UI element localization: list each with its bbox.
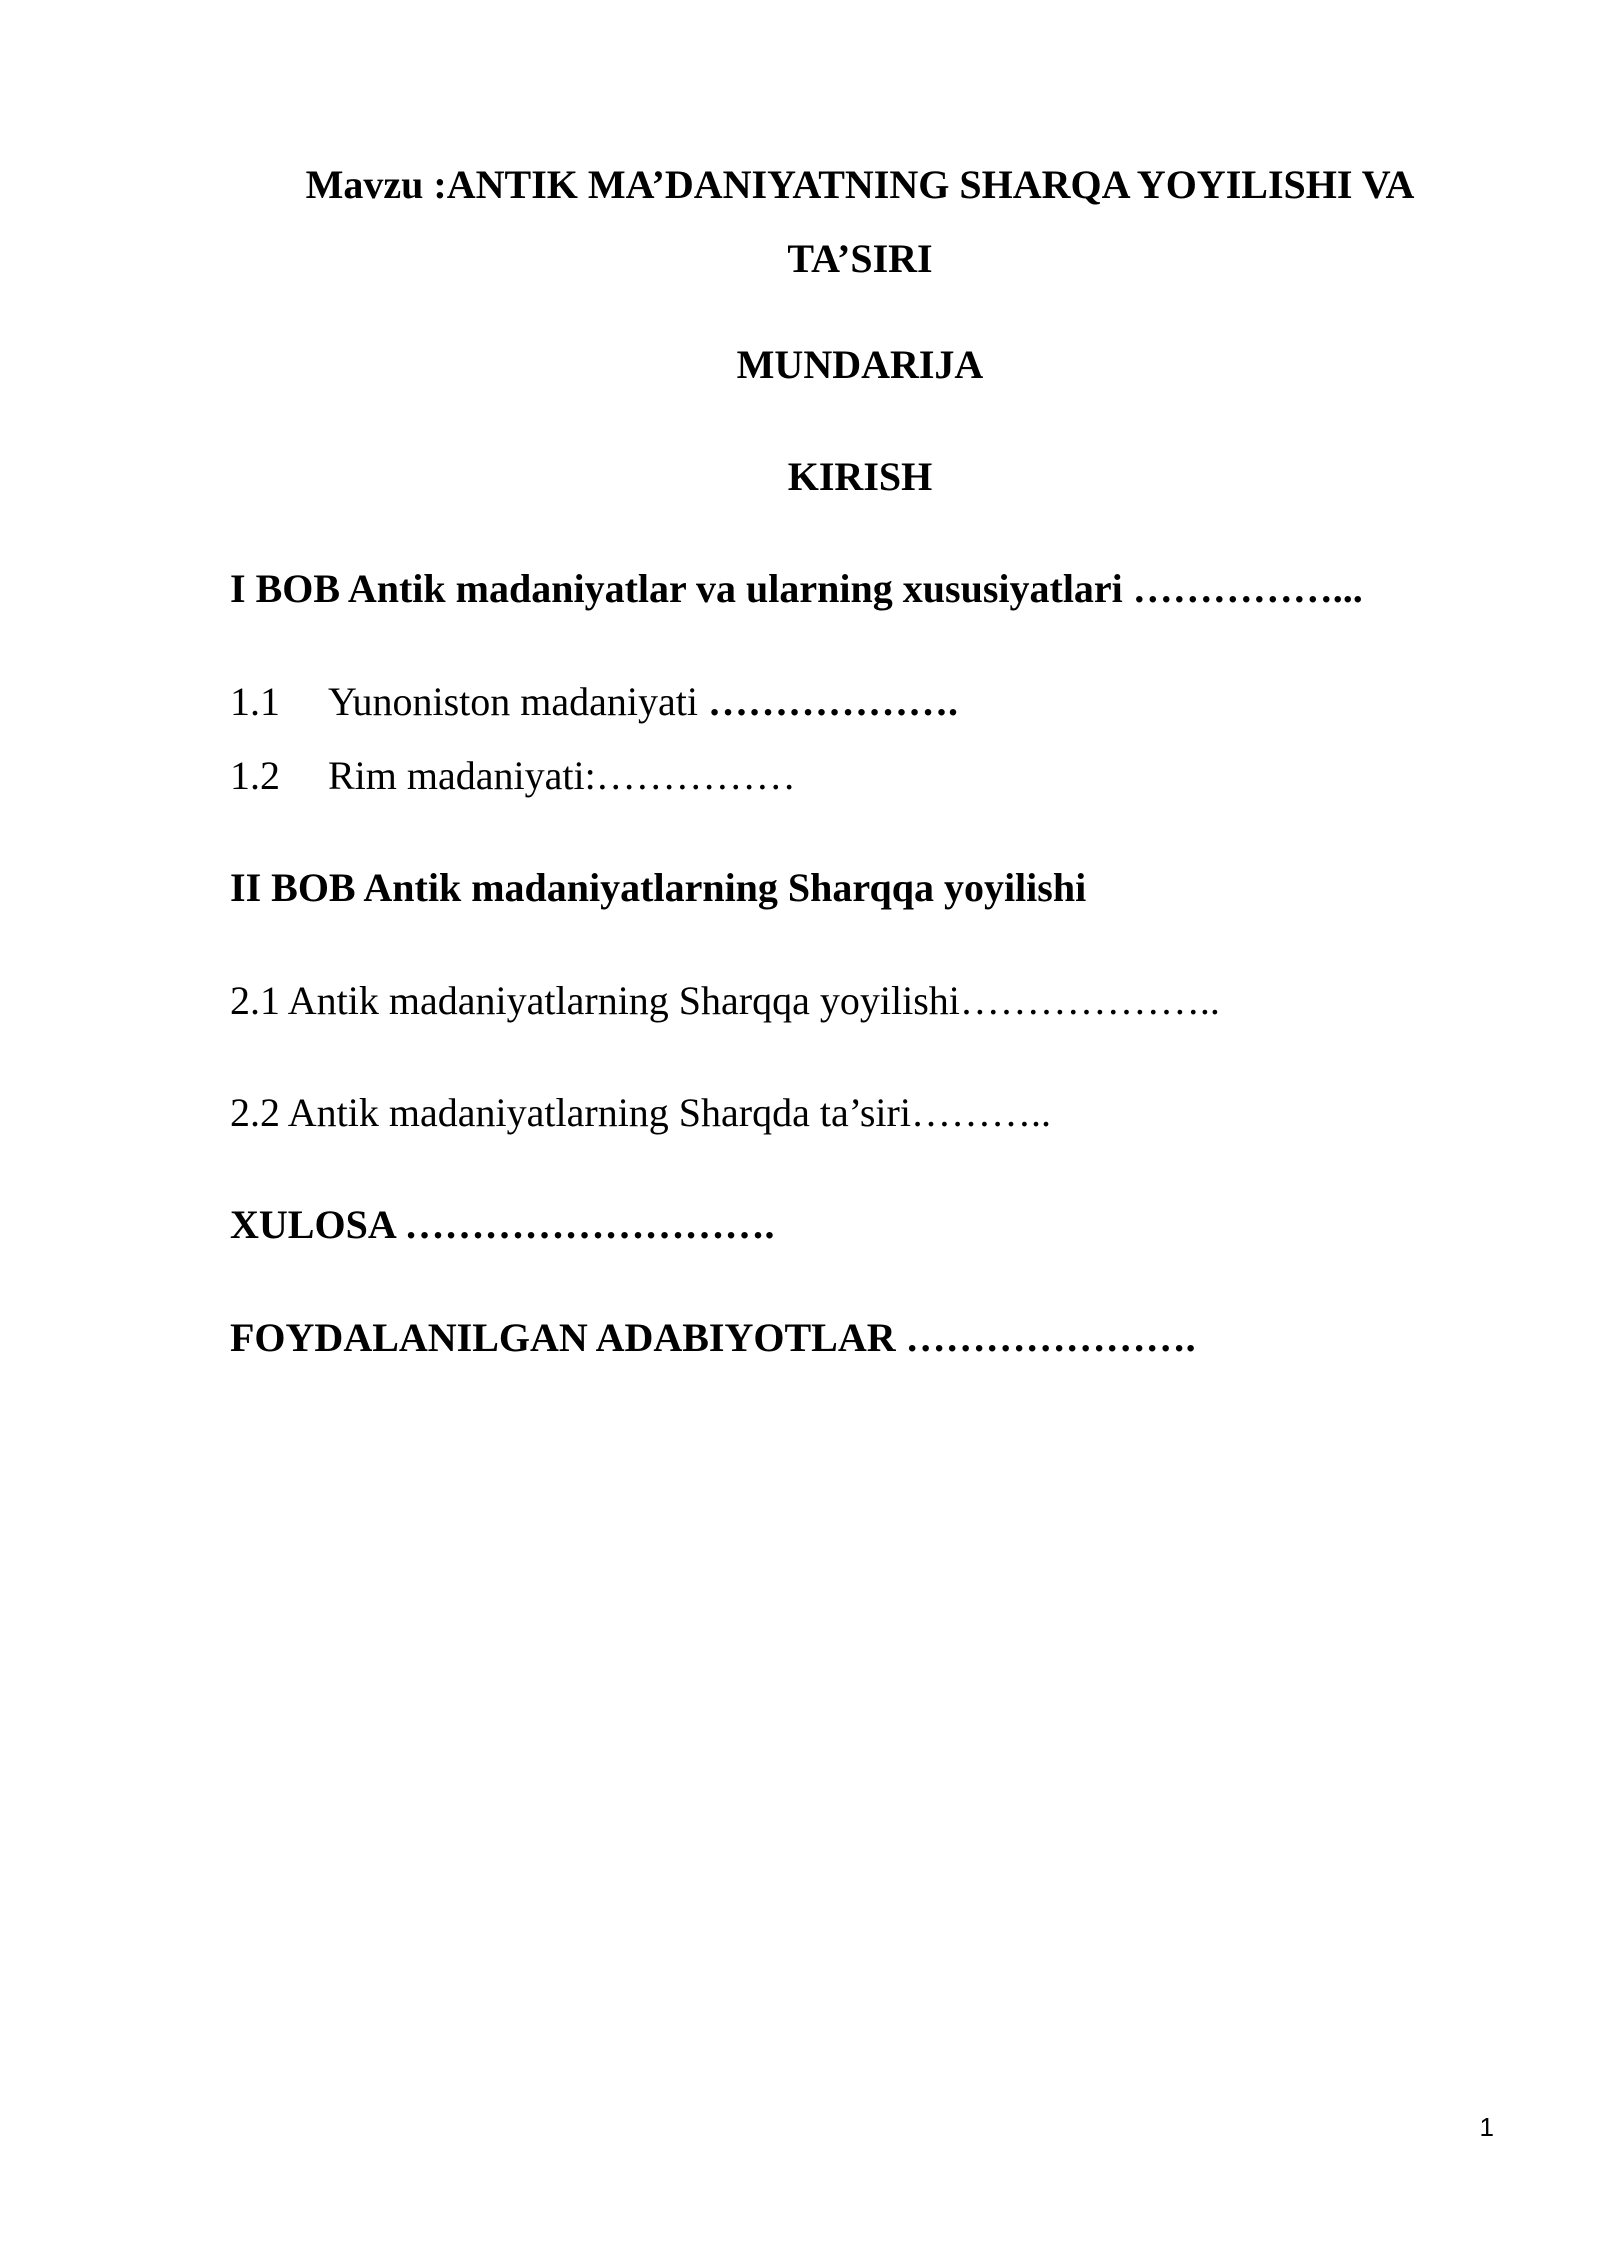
toc-section-1-2-number: 1.2 — [230, 753, 280, 798]
toc-section-1-2-text: Rim madaniyati:…………… — [328, 753, 796, 798]
toc-section-1-1-dots: ………………. — [707, 679, 958, 724]
toc-chapter-2: II BOB Antik madaniyatlarning Sharqqa yoyilishi — [230, 865, 1087, 910]
toc-conclusion: XULOSA ………………………. — [230, 1202, 775, 1247]
toc-section-1-1-text: Yunoniston madaniyati — [328, 679, 698, 724]
document-title — [230, 148, 1490, 296]
toc-references: FOYDALANILGAN ADABIYOTLAR …………………. — [230, 1315, 1196, 1360]
toc-section-1-1 — [230, 678, 1490, 726]
title-line-2: TA’SIRI — [787, 236, 933, 281]
introduction-heading: KIRISH — [787, 454, 933, 499]
toc-section-2-2: 2.2 Antik madaniyatlarning Sharqda ta’siri……….. — [230, 1090, 1051, 1135]
contents-heading: MUNDARIJA — [736, 342, 984, 387]
toc-chapter-1: I BOB Antik madaniyatlar va ularning xususiyatlari ……………... — [230, 566, 1363, 611]
page-number: 1 — [1479, 2112, 1494, 2142]
toc-section-2-1: 2.1 Antik madaniyatlarning Sharqqa yoyilishi……………….. — [230, 978, 1220, 1023]
title-line-1: Mavzu :ANTIK MA’DANIYATNING SHARQA YOYILISHI VA — [305, 162, 1415, 207]
toc-section-1-1-number: 1.1 — [230, 679, 280, 724]
toc-section-1-2 — [230, 752, 1490, 800]
